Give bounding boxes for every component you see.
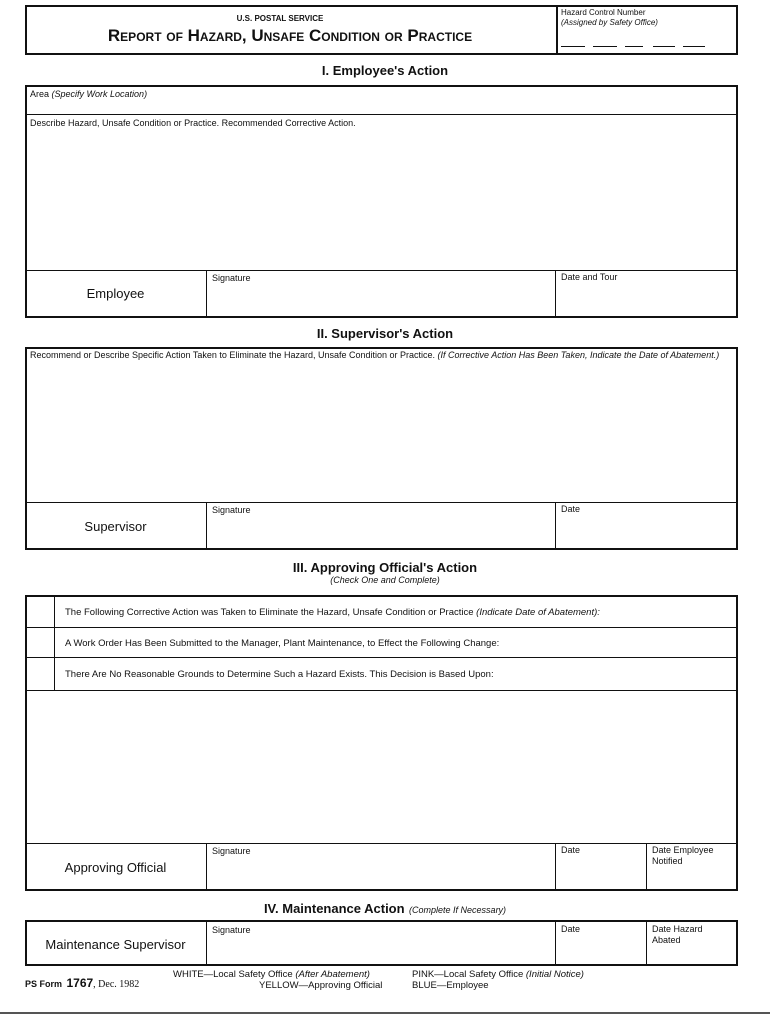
option2-checkbox[interactable] <box>27 629 53 656</box>
maintenance-date-label: Date <box>561 924 581 934</box>
approving-signature-label: Signature <box>212 846 251 856</box>
recommend-label-text: Recommend or Describe Specific Action Taken to Eliminate the Hazard, Unsafe Condition or Practice. <box>30 350 436 360</box>
supervisor-col2 <box>555 502 556 550</box>
approving-signature-field[interactable] <box>208 858 553 888</box>
maintenance-role-label: Maintenance Supervisor <box>45 937 186 952</box>
approving-row-divider <box>25 843 738 844</box>
employee-col2 <box>555 270 556 318</box>
employee-row-divider <box>25 270 738 271</box>
employee-signature-label: Signature <box>212 273 251 283</box>
copy-pink-note: (Initial Notice) <box>525 969 584 980</box>
form-id <box>25 974 139 992</box>
section4-subtitle: (Complete If Necessary) <box>409 905 507 915</box>
option3-text: There Are No Reasonable Grounds to Determine Such a Hazard Exists. This Decision is Based Upon: <box>65 669 494 680</box>
scan-edge-line <box>0 1012 770 1014</box>
section4-title-text: IV. Maintenance Action <box>263 901 405 916</box>
form-date: , Dec. 1982 <box>93 979 140 990</box>
copy-pink <box>412 969 584 980</box>
recommend-label-note: (If Corrective Action Has Been Taken, Indicate the Date of Abatement.) <box>437 350 720 360</box>
option1-text <box>65 607 600 618</box>
option1-checkbox[interactable] <box>27 597 53 626</box>
hazard-number-input[interactable] <box>561 34 711 48</box>
maintenance-col3 <box>646 920 647 966</box>
hazard-number-note: (Assigned by Safety Office) <box>561 18 658 27</box>
describe-label: Describe Hazard, Unsafe Condition or Practice. Recommended Corrective Action. <box>30 118 356 128</box>
employee-date-field[interactable] <box>557 285 735 315</box>
area-input[interactable] <box>27 100 736 113</box>
supervisor-col1 <box>206 502 207 550</box>
approving-date-label: Date <box>561 845 581 855</box>
supervisor-role-label: Supervisor <box>84 519 147 534</box>
copy-yellow: YELLOW—Approving Official <box>259 980 383 991</box>
hazard-abated-field[interactable] <box>648 946 735 964</box>
recommend-label <box>30 350 730 361</box>
approving-col3 <box>646 843 647 891</box>
copy-blue: BLUE—Employee <box>412 980 489 991</box>
section2-title: II. Supervisor's Action <box>316 326 454 341</box>
supervisor-row-divider <box>25 502 738 503</box>
section4-title <box>0 900 770 918</box>
supervisor-date-field[interactable] <box>557 517 735 547</box>
option1-note: (Indicate Date of Abatement): <box>476 607 600 618</box>
hazard-number-label: Hazard Control Number <box>561 8 646 17</box>
section3-title: III. Approving Official's Action <box>292 560 478 575</box>
approving-role-label: Approving Official <box>64 860 167 875</box>
approving-col2 <box>555 843 556 891</box>
area-label <box>30 89 147 100</box>
maintenance-date-field[interactable] <box>557 937 644 964</box>
approving-col1 <box>206 843 207 891</box>
describe-input[interactable] <box>27 131 736 269</box>
employee-signature-field[interactable] <box>208 285 553 315</box>
employee-date-label: Date and Tour <box>561 272 618 282</box>
employee-notified-label: Date Employee Notified <box>652 845 714 866</box>
employee-col1 <box>206 270 207 318</box>
copy-white <box>173 969 370 980</box>
section3-subtitle: (Check One and Complete) <box>330 575 440 585</box>
option-divider-1 <box>25 627 738 628</box>
maintenance-signature-label: Signature <box>212 925 251 935</box>
supervisor-signature-label: Signature <box>212 505 251 515</box>
maintenance-col2 <box>555 920 556 966</box>
maintenance-signature-field[interactable] <box>208 937 553 964</box>
option2-text: A Work Order Has Been Submitted to the Manager, Plant Maintenance, to Effect the Following Change: <box>65 638 500 649</box>
supervisor-signature-field[interactable] <box>208 517 553 547</box>
form-title: Report of Hazard, Unsafe Condition or Practice <box>107 26 473 45</box>
checkbox-column-line <box>54 595 55 691</box>
section1-title: I. Employee's Action <box>321 63 449 78</box>
header-divider <box>556 5 558 55</box>
approving-date-field[interactable] <box>557 858 644 888</box>
option-divider-3 <box>25 690 738 691</box>
supervisor-date-label: Date <box>561 504 581 514</box>
option1-label: The Following Corrective Action was Taken to Eliminate the Hazard, Unsafe Condition or Practice <box>65 607 474 618</box>
option3-checkbox[interactable] <box>27 659 53 689</box>
area-label-note: (Specify Work Location) <box>51 89 148 99</box>
approving-notes-input[interactable] <box>27 692 736 842</box>
copy-white-text: WHITE—Local Safety Office <box>173 969 293 980</box>
area-divider <box>25 114 738 115</box>
form-number: 1767 <box>66 976 94 990</box>
agency-name: U.S. POSTAL SERVICE <box>236 14 324 23</box>
copy-white-note: (After Abatement) <box>295 969 370 980</box>
copy-pink-text: PINK—Local Safety Office <box>412 969 524 980</box>
hazard-abated-label: Date Hazard Abated <box>652 924 703 945</box>
recommend-input[interactable] <box>27 376 736 500</box>
option-divider-2 <box>25 657 738 658</box>
employee-role-label: Employee <box>86 286 145 301</box>
maintenance-col1 <box>206 920 207 966</box>
employee-notified-field[interactable] <box>648 868 735 888</box>
area-label-text: Area <box>30 89 50 99</box>
form-id-prefix: PS Form <box>25 979 63 989</box>
